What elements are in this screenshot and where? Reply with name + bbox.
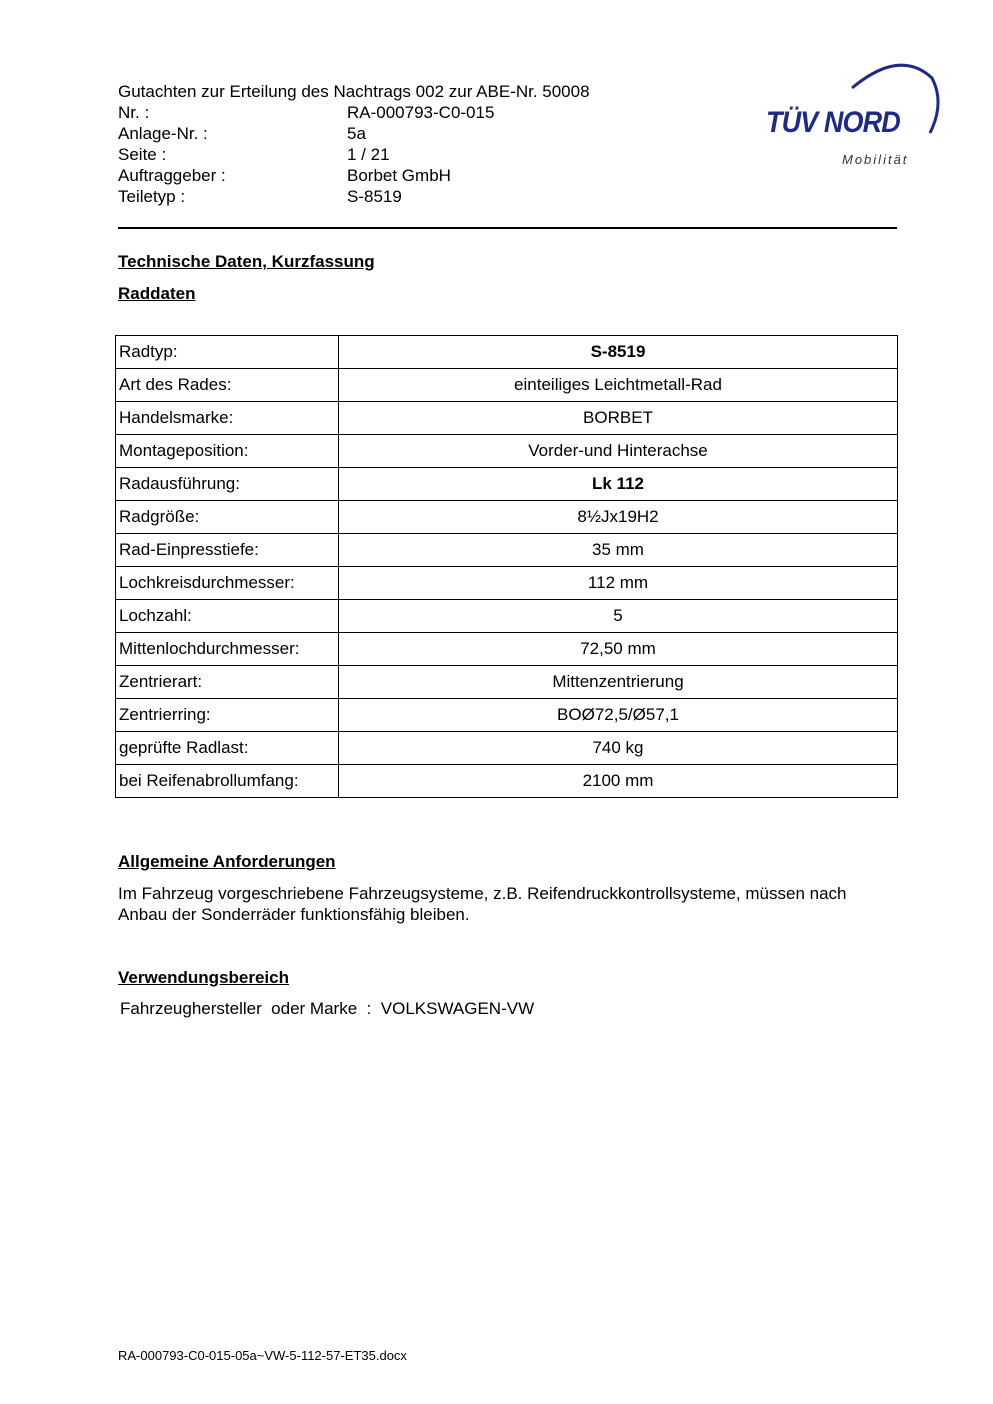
row-label: Lochzahl: <box>116 600 339 633</box>
table-row <box>116 600 898 633</box>
header-label: Nr. : <box>118 103 150 122</box>
header-row-auftraggeber <box>118 165 738 186</box>
row-label: Zentrierring: <box>116 699 339 732</box>
row-value: BOØ72,5/Ø57,1 <box>339 699 898 732</box>
table-row <box>116 369 898 402</box>
table-row <box>116 435 898 468</box>
header-value: S-8519 <box>347 187 402 206</box>
header-row-anlage <box>118 123 738 144</box>
table-row <box>116 699 898 732</box>
wheel-data-table <box>115 335 898 798</box>
row-value: Vorder-und Hinterachse <box>339 435 898 468</box>
row-label: bei Reifenabrollumfang: <box>116 765 339 798</box>
document-header <box>118 81 738 207</box>
row-value: Lk 112 <box>339 468 898 501</box>
table-row <box>116 336 898 369</box>
section-heading-technische-daten: Technische Daten, Kurzfassung <box>118 252 375 271</box>
row-value: 8½Jx19H2 <box>339 501 898 534</box>
table-row <box>116 765 898 798</box>
row-value: Mittenzentrierung <box>339 666 898 699</box>
table-row <box>116 534 898 567</box>
header-value: Borbet GmbH <box>347 166 451 185</box>
header-label: Anlage-Nr. : <box>118 124 208 143</box>
table-row <box>116 501 898 534</box>
header-label: Auftraggeber : <box>118 166 226 185</box>
header-value: 1 / 21 <box>347 145 390 164</box>
row-label: Lochkreisdurchmesser: <box>116 567 339 600</box>
section-heading-verwendung: Verwendungsbereich <box>118 968 289 987</box>
header-label: Teiletyp : <box>118 187 186 206</box>
header-divider <box>118 227 897 229</box>
table-row <box>116 633 898 666</box>
header-row-nr <box>118 102 738 123</box>
row-label: Zentrierart: <box>116 666 339 699</box>
row-value: 35 mm <box>339 534 898 567</box>
row-label: Rad-Einpresstiefe: <box>116 534 339 567</box>
header-row-teiletyp <box>118 186 738 207</box>
logo-subtitle: Mobilität <box>842 152 909 167</box>
row-label: Art des Rades: <box>116 369 339 402</box>
row-label: Radtyp: <box>116 336 339 369</box>
footer-filename: RA-000793-C0-015-05a~VW-5-112-57-ET35.docx <box>118 1348 407 1363</box>
section-heading-allgemeine: Allgemeine Anforderungen <box>118 852 336 871</box>
row-value: 740 kg <box>339 732 898 765</box>
header-label: Seite : <box>118 145 167 164</box>
row-label: Montageposition: <box>116 435 339 468</box>
row-label: geprüfte Radlast: <box>116 732 339 765</box>
header-row-seite <box>118 144 738 165</box>
tuv-nord-logo <box>760 58 945 170</box>
table-row <box>116 732 898 765</box>
row-value: S-8519 <box>339 336 898 369</box>
row-value: 5 <box>339 600 898 633</box>
document-title: Gutachten zur Erteilung des Nachtrags 002 zur ABE-Nr. 50008 <box>118 82 590 101</box>
usage-line: Fahrzeughersteller oder Marke : VOLKSWAGEN-VW <box>120 999 535 1018</box>
logo-brand-text: TÜV NORD <box>766 106 900 139</box>
section-heading-raddaten: Raddaten <box>118 284 196 303</box>
row-label: Radgröße: <box>116 501 339 534</box>
row-label: Handelsmarke: <box>116 402 339 435</box>
row-label: Radausführung: <box>116 468 339 501</box>
header-value: 5a <box>347 124 366 143</box>
table-row <box>116 468 898 501</box>
table-row <box>116 567 898 600</box>
table-row <box>116 666 898 699</box>
row-value: einteiliges Leichtmetall-Rad <box>339 369 898 402</box>
table-row <box>116 402 898 435</box>
row-label: Mittenlochdurchmesser: <box>116 633 339 666</box>
row-value: 2100 mm <box>339 765 898 798</box>
row-value: 72,50 mm <box>339 633 898 666</box>
row-value: 112 mm <box>339 567 898 600</box>
header-value: RA-000793-C0-015 <box>347 103 495 122</box>
row-value: BORBET <box>339 402 898 435</box>
allgemeine-text: Im Fahrzeug vorgeschriebene Fahrzeugsysteme, z.B. Reifendruckkontrollsysteme, müssen nach Anbau der Sonderräder funktionsfähig bleiben. <box>118 884 847 924</box>
